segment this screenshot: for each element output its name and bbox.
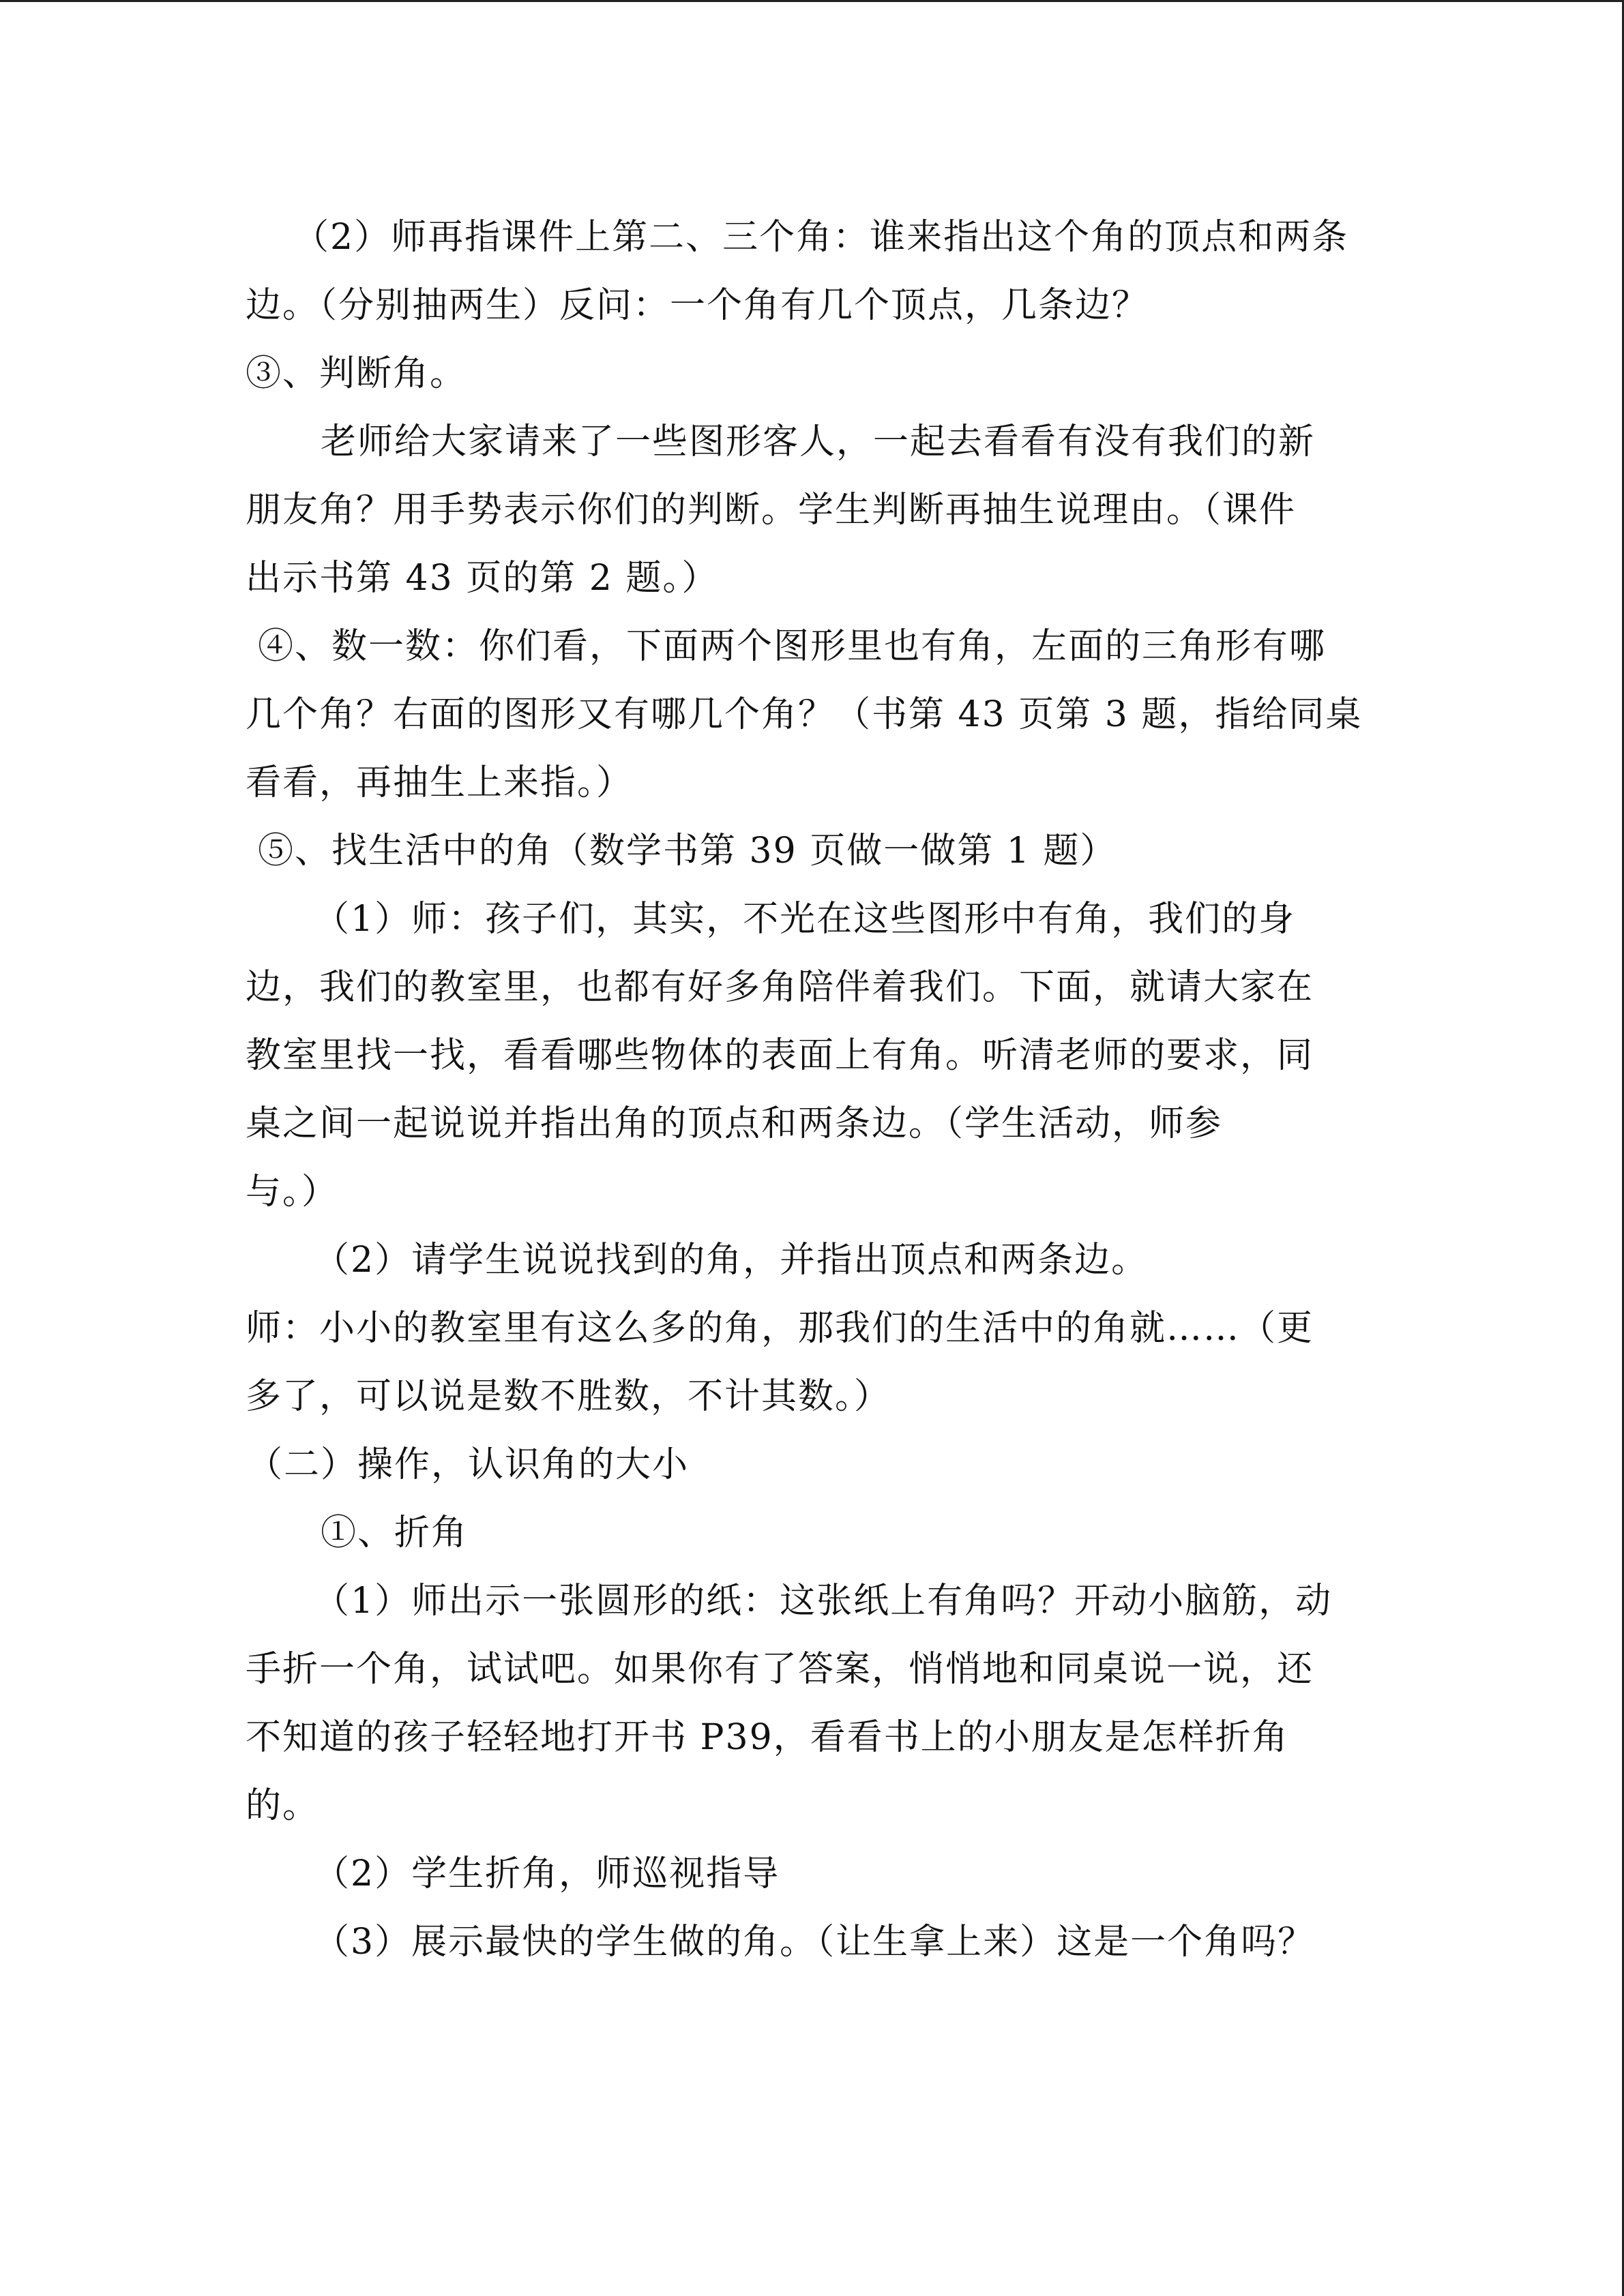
- paragraph-line: （3）展示最快的学生做的角。（让生拿上来）这是一个角吗？: [314, 1922, 1315, 1963]
- paragraph-line: 师：小小的教室里有这么多的角，那我们的生活中的角就……（更: [246, 1308, 1314, 1349]
- paragraph-line: 边，我们的教室里，也都有好多角陪伴着我们。下面，就请大家在: [246, 967, 1314, 1008]
- paragraph-line: 看看，再抽生上来指。）: [246, 762, 634, 803]
- paragraph-line: （2）师再指课件上第二、三个角：谁来指出这个角的顶点和两条: [293, 217, 1349, 258]
- paragraph-line: 教室里找一找，看看哪些物体的表面上有角。听清老师的要求，同: [246, 1035, 1314, 1076]
- paragraph-line: 的。: [246, 1785, 320, 1826]
- section-heading: ④、数一数：你们看，下面两个图形里也有角，左面的三角形有哪: [258, 626, 1327, 667]
- paragraph-line: 与。）: [246, 1172, 339, 1212]
- section-heading: （二）操作，认识角的大小: [247, 1444, 690, 1485]
- paragraph-line: 手折一个角，试试吧。如果你有了答案，悄悄地和同桌说一说，还: [246, 1649, 1314, 1690]
- paragraph-line: 老师给大家请来了一些图形客人，一起去看看有没有我们的新: [321, 421, 1316, 462]
- paragraph-line: （1）师出示一张圆形的纸：这张纸上有角吗？开动小脑筋，动: [314, 1581, 1333, 1622]
- section-heading: ⑤、找生活中的角（数学书第 39 页做一做第 1 题）: [258, 831, 1117, 871]
- section-heading: ③、判断角。: [246, 353, 467, 394]
- paragraph-line: 出示书第 43 页的第 2 题。）: [246, 558, 719, 599]
- paragraph-line: 桌之间一起说说并指出角的顶点和两条边。（学生活动，师参: [246, 1103, 1223, 1144]
- paragraph-line: 几个角？右面的图形又有哪几个角？（书第 43 页第 3 题，指给同桌: [246, 694, 1363, 735]
- paragraph-line: （2）请学生说说找到的角，并指出顶点和两条边。: [314, 1240, 1149, 1281]
- subsection-heading: ①、折角: [321, 1512, 469, 1553]
- paragraph-line: 不知道的孩子轻轻地打开书 P39，看看书上的小朋友是怎样折角: [246, 1717, 1289, 1758]
- paragraph-line: 朋友角？用手势表示你们的判断。学生判断再抽生说理由。（课件: [246, 490, 1297, 531]
- paragraph-line: （2）学生折角，师巡视指导: [314, 1853, 780, 1894]
- paragraph-line: 边。（分别抽两生）反问：一个角有几个顶点，几条边？: [246, 285, 1149, 326]
- paragraph-line: （1）师：孩子们，其实，不光在这些图形中有角，我们的身: [314, 899, 1296, 940]
- paragraph-line: 多了，可以说是数不胜数，不计其数。）: [246, 1376, 891, 1417]
